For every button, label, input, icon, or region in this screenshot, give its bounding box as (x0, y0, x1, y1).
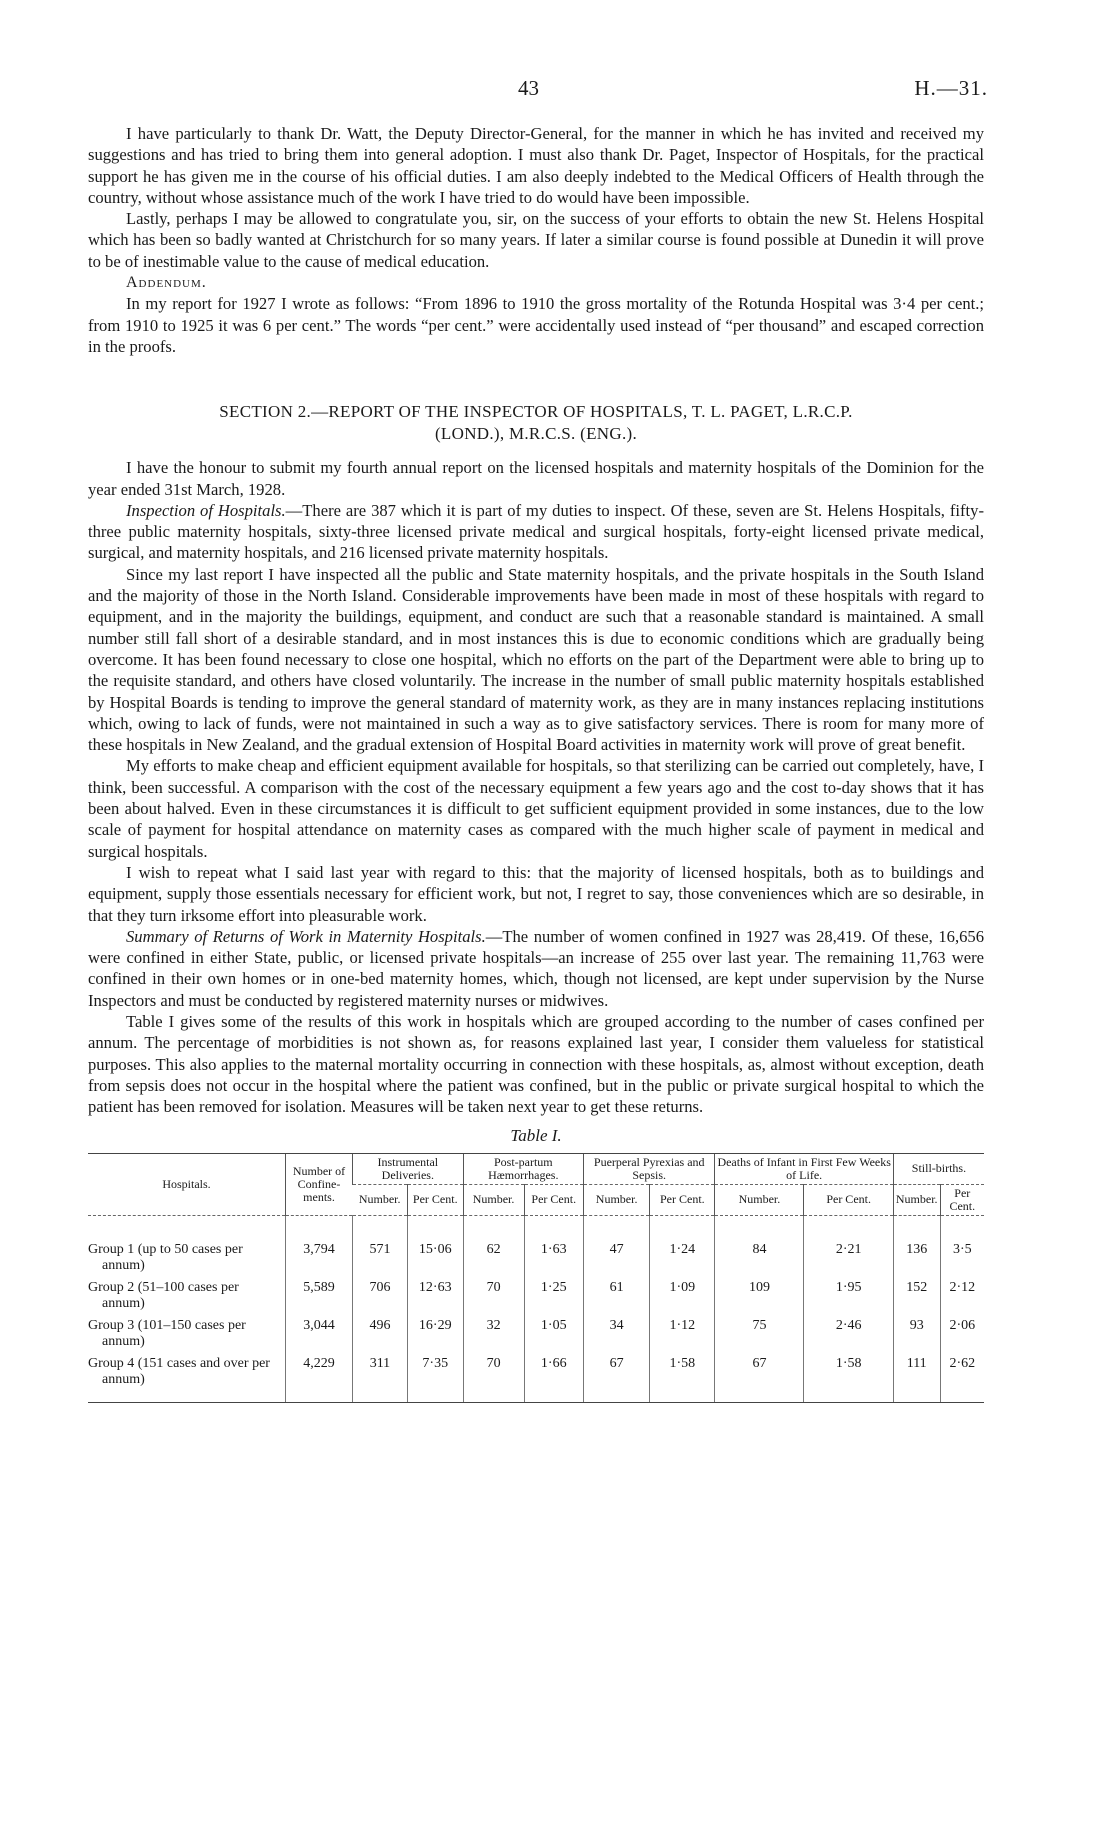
section-title-line-1: SECTION 2.—REPORT OF THE INSPECTOR OF HOSPITALS, T. L. PAGET, L.R.C.P. (219, 402, 853, 422)
cell-value: 1·58 (650, 1350, 715, 1403)
table-title: Table I. (510, 1126, 562, 1146)
header-confinements: Number of Confine-ments. (286, 1153, 353, 1215)
paragraph-since-report: Since my last report I have inspected all the public and State maternity hospitals, and the private hospitals in the South Island and the majority of those in the North Island. Considerable improvements have been made in most of these hospitals with regard to equipment, and in the majority the buildings, equipment, and conduct are such that a reasonable standard is maintained. A small number still fall short of a desirable standard, and in most instances this is due to economic conditions which are gradually being overcome. It has been found necessary to close one hospital, which no efforts on the part of the Department were able to bring up to the requisite standard, and others have closed voluntarily. The increase in the number of small public maternity hospitals established by Hospital Boards is tending to improve the general standard of maternity work, as they are in many instances replacing institutions which, owing to lack of funds, were not maintained in such a way as to give satisfactory services. There is room for many more of these hospitals in New Zealand, and the gradual extension of Hospital Board activities in maternity work will prove of great benefit. (88, 564, 984, 755)
paragraph-equipment: My efforts to make cheap and efficient equipment available for hospitals, so that sterilizing can be carried out completely, have, I think, been successful. A comparison with the cost of the necessary equipment a few years ago and the cost to-day shows that it has been about halved. Even in these circumstances it is difficult to get sufficient equipment provided in some instances, due to the low scale of payment for hospital attendance on maternity cases as compared with the much higher scale of payment in medical and surgical hospitals. (88, 756, 984, 861)
header-instrumental: Instrumental Deliveries. (353, 1153, 464, 1184)
cell-value: 3·5 (940, 1215, 984, 1274)
header-puerperal: Puerperal Pyrexias and Sepsis. (584, 1153, 715, 1184)
addendum-text: In my report for 1927 I wrote as follows: “From 1896 to 1910 the gross mortality of the Rotunda Hospital was 3·4 per cent.; from 1910 to 1925 it was 6 per cent.” The words “per cent.” were accidentally used instead of “per thousand” and escaped correction in the proofs. (88, 294, 984, 356)
page-header (88, 76, 988, 100)
paragraph-inspection (88, 500, 984, 564)
cell-value: 1·09 (650, 1274, 715, 1312)
cell-value: 7·35 (407, 1350, 463, 1403)
subheader-percent: Per Cent. (524, 1184, 584, 1215)
table-row (88, 1312, 984, 1350)
header-hospitals: Hospitals. (88, 1153, 286, 1215)
body-text (88, 123, 984, 1403)
cell-value: 84 (715, 1215, 804, 1274)
cell-value: 67 (584, 1350, 650, 1403)
cell-value: 75 (715, 1312, 804, 1350)
row-hospital-label: Group 3 (101–150 cases per annum) (88, 1317, 246, 1349)
cell-value: 1·05 (524, 1312, 584, 1350)
table-one (88, 1153, 984, 1403)
paragraph-thanks: I have particularly to thank Dr. Watt, the Deputy Director-General, for the manner in which he has invited and received my suggestions and has tried to bring them into general adoption. I must also thank Dr. Paget, Inspector of Hospitals, for the practical support he has given me in the course of his official duties. I am also deeply indebted to the Medical Officers of Health through the country, without whose assistance much of the work I have tried to do would have been impossible. (88, 124, 984, 207)
row-confinements: 3,044 (286, 1312, 353, 1350)
cell-value: 12·63 (407, 1274, 463, 1312)
cell-value: 311 (353, 1350, 408, 1403)
cell-value: 1·12 (650, 1312, 715, 1350)
cell-value: 109 (715, 1274, 804, 1312)
cell-value: 706 (353, 1274, 408, 1312)
cell-value: 571 (353, 1215, 408, 1274)
row-confinements: 4,229 (286, 1350, 353, 1403)
paragraph-lastly: Lastly, perhaps I may be allowed to congratulate you, sir, on the success of your efforts to obtain the new St. Helens Hospital which has been so badly wanted at Christchurch for so many years. If later a similar course is found possible at Dunedin it will prove to be of inestimable value to the cause of medical education. (88, 209, 984, 271)
cell-value: 2·12 (940, 1274, 984, 1312)
subheader-number: Number. (893, 1184, 940, 1215)
subheader-number: Number. (463, 1184, 524, 1215)
table-row (88, 1215, 984, 1274)
subheader-number: Number. (715, 1184, 804, 1215)
row-confinements: 3,794 (286, 1215, 353, 1274)
table-header-row (88, 1153, 984, 1184)
cell-value: 93 (893, 1312, 940, 1350)
subheader-percent: Per Cent. (407, 1184, 463, 1215)
cell-value: 152 (893, 1274, 940, 1312)
summary-text: —The number of women confined in 1927 was 28,419. Of these, 16,656 were confined in either State, public, or licensed private hospitals—an increase of 255 over last year. The remaining 11,763 were confined in their own homes or in one-bed maternity homes, which, though not licensed, are kept under supervision by the Nurse Inspectors and must be conducted by registered maternity nurses or midwives. (88, 926, 984, 1010)
cell-value: 1·25 (524, 1274, 584, 1312)
cell-value: 2·62 (940, 1350, 984, 1403)
addendum-heading: Addendum. (126, 274, 207, 292)
paragraph-repeat: I wish to repeat what I said last year with regard to this: that the majority of licensed hospitals, both as to buildings and equipment, supply those essentials necessary for efficient work, but not, I regret to say, those conveniences which are so desirable, in that they turn irksome effort into pleasurable work. (88, 862, 984, 925)
row-hospital-label: Group 4 (151 cases and over per annum) (88, 1350, 286, 1403)
subheader-number: Number. (353, 1184, 408, 1215)
table-row (88, 1274, 984, 1312)
section-title (88, 401, 984, 445)
section-title-line-2: (LOND.), M.R.C.S. (ENG.). (434, 424, 638, 444)
cell-value: 2·21 (804, 1215, 893, 1274)
cell-value: 61 (584, 1274, 650, 1312)
paragraph-intro: I have the honour to submit my fourth annual report on the licensed hospitals and maternity hospitals of the Dominion for the year ended 31st March, 1928. (88, 458, 984, 499)
cell-value: 1·63 (524, 1215, 584, 1274)
cell-value: 1·95 (804, 1274, 893, 1312)
cell-value: 2·06 (940, 1312, 984, 1350)
subheader-percent: Per Cent. (804, 1184, 893, 1215)
row-hospital-label: Group 2 (51–100 cases per annum) (88, 1279, 239, 1311)
cell-value: 62 (463, 1215, 524, 1274)
subheader-percent: Per Cent. (940, 1184, 984, 1215)
cell-value: 47 (584, 1215, 650, 1274)
cell-value: 1·58 (804, 1350, 893, 1403)
subheader-number: Number. (584, 1184, 650, 1215)
inspection-heading: Inspection of Hospitals. (126, 500, 286, 520)
cell-value: 16·29 (407, 1312, 463, 1350)
page-number: 43 (518, 76, 539, 100)
document-reference: H.—31. (914, 76, 988, 100)
header-infant-deaths: Deaths of Infant in First Few Weeks of Life. (715, 1153, 893, 1184)
cell-value: 496 (353, 1312, 408, 1350)
cell-value: 70 (463, 1274, 524, 1312)
subheader-percent: Per Cent. (650, 1184, 715, 1215)
header-still-births: Still-births. (893, 1153, 984, 1184)
cell-value: 67 (715, 1350, 804, 1403)
inspection-text: —There are 387 which it is part of my duties to inspect. Of these, seven are St. Helens Hospitals, fifty-three public maternity hospitals, sixty-three licensed private medical and surgical hospitals, forty-eight licensed private medical, surgical, and maternity hospitals, and 216 licensed private maternity hospitals. (88, 500, 984, 563)
cell-value: 34 (584, 1312, 650, 1350)
summary-heading: Summary of Returns of Work in Maternity Hospitals. (126, 926, 486, 946)
row-confinements: 5,589 (286, 1274, 353, 1312)
cell-value: 32 (463, 1312, 524, 1350)
cell-value: 136 (893, 1215, 940, 1274)
cell-value: 70 (463, 1350, 524, 1403)
cell-value: 2·46 (804, 1312, 893, 1350)
table-row (88, 1350, 984, 1403)
row-hospital-label: Group 1 (up to 50 cases per annum) (88, 1241, 243, 1273)
paragraph-summary (88, 926, 984, 1011)
cell-value: 1·66 (524, 1350, 584, 1403)
paragraph-table-intro: Table I gives some of the results of this work in hospitals which are grouped according to the number of cases confined per annum. The percentage of morbidities is not shown as, for reasons explained last year, I consider them valueless for statistical purposes. This also applies to the maternal mortality occurring in connection with these hospitals, as, almost without exception, death from sepsis does not occur in the hospital where the patient was confined, but in the public or private surgical hospital to which the patient has been removed for isolation. Measures will be taken next year to get these returns. (88, 1011, 984, 1117)
cell-value: 1·24 (650, 1215, 715, 1274)
header-post-partum: Post-partum Hæmorrhages. (463, 1153, 583, 1184)
cell-value: 111 (893, 1350, 940, 1403)
cell-value: 15·06 (407, 1215, 463, 1274)
